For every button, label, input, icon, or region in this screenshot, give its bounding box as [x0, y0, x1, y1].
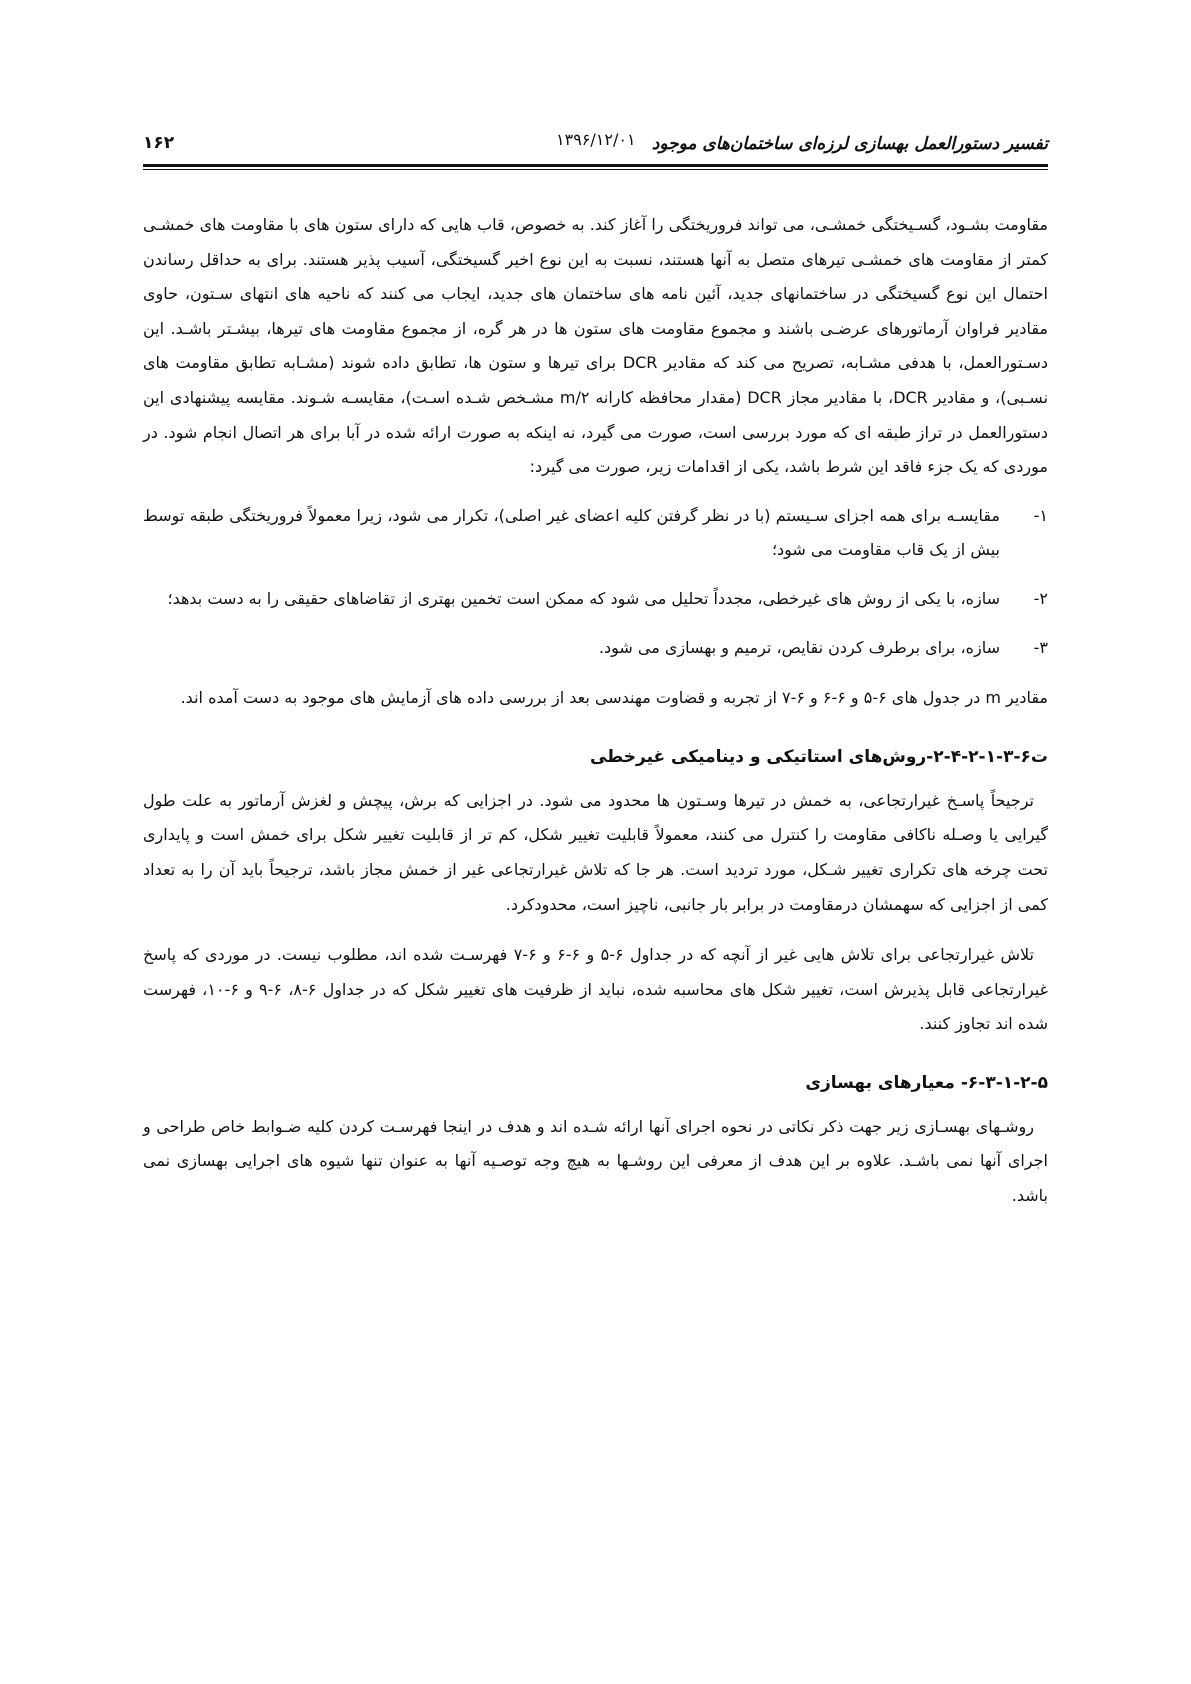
list-item-text: سازه، با یکی از روش های غیرخطی، مجدداً تحلیل می شود که ممکن است تخمین بهتری از تقاضاهای حقیقی را به دست بدهد؛: [167, 588, 1000, 608]
list-item-text: سازه، برای برطرف کردن نقایص، ترمیم و بهسازی می شود.: [598, 637, 1000, 657]
paragraph-3: ترجیحاً پاسـخ غیرارتجاعی، به خمش در تیرها وسـتون ها محدود می شود. در اجزایی که برش، پیچش و لغزش آرماتور به علت طول گیرایی یا وصـله ناکافی مقاومت را کنترل می کنند، معمولاً قابلیت تغییر شکل، کم تر از قابلیت تغییر شکل برای خمش است و پایداری تحت چرخه های تکراری تغییر شـکل، مورد تردید است. هر جا که تلاش غیرارتجاعی غیر از خمش مجاز باشد، ترجیحاً باید آن را به تعداد کمی از اجزایی که سهمشان درمقاومت در برابر بار جانبی، ناچیز است، محدودکرد.: [143, 790, 1048, 914]
list-item: [143, 499, 1048, 568]
list-item-text: مقایسـه برای همه اجزای سـیستم (با در نظر گرفتن کلیه اعضای غیر اصلی)، تکرار می شود، زیرا معمولاً فروریختگی طبقه توسط بیش از یک قاب مقاومت می شود؛: [143, 505, 1000, 560]
paragraph-5: روشـهای بهسـازی زیر جهت ذکر نکاتی در نحوه اجرای آنها ارائه شـده اند و هدف در اینجا فهرسـت کردن کلیه ضـوابط خاص طراحی و اجرای آنها نمی باشـد. علاوه بر این هدف از معرفی این روشـها به هیچ وجه توصـیه آنها به عنوان تنها شیوه های اجرایی بهسازی نمی باشد.: [143, 1116, 1048, 1206]
section-heading-criteria: ۶-۳-۱-۲-۵- معیارهای بهسازی: [805, 1072, 1048, 1093]
header-date: ۱۳۹۶/۱۲/۰۱: [556, 130, 636, 149]
header-rule-thick: [143, 164, 1048, 167]
header-title: تفسیر دستورالعمل بهسازی لرزه‌ای ساختمان‌های موجود: [651, 134, 1048, 154]
list-item: [143, 582, 1048, 617]
list-item-number: ۳-: [1033, 637, 1048, 657]
paragraph-1: مقاومت بشـود، گسـیختگی خمشـی، می تواند فروریختگی را آغاز کند. به خصوص، قاب هایی که دارای ستون های با مقاومت های خمشـی کمتر از مقاومت های خمشـی تیرهای متصل به آنها هستند، نسبت به این نوع اخیر گسیختگی، آسیب پذیر هستند. برای به حداقل رساندن احتمال این نوع گسیختگی در ساختمانهای جدید، آئین نامه های ساختمان های جدید، ایجاب می کنند که ناحیه های انتهای سـتون، حاوی مقادیر فراوان آرماتورهای عرضـی باشند و مجموع مقاومت های ستون ها در هر گره، از مجموع مقاومت های تیرها، بیشـتر باشـد. این دسـتورالعمل، با هدفی مشـابه، تصریح می کند که مقادیر DCR برای تیرها و ستون ها، تطابق داده شوند (مشـابه تطابق مقاومت های نسـبی)، و مقادیر DCR، با مقادیر مجاز DCR (مقدار محافظه کارانه m/۲ مشـخص شـده اسـت)، مقایسـه شـوند. مقایسه پیشنهادی این دستورالعمل در تراز طبقه ای که مورد بررسی است، صورت می گیرد، نه اینکه به صورت ارائه شده در آبا برای هر اتصال انجام شود. در موردی که یک جزء فاقد این شرط باشد، یکی از اقدامات زیر، صورت می گیرد:: [143, 215, 1049, 477]
page-number: ۱۶۲: [143, 133, 175, 153]
list-item-number: ۱-: [1033, 505, 1048, 525]
body-content: [143, 208, 1048, 1214]
list-item: [143, 631, 1048, 666]
paragraph-2: مقادیر m در جدول های ۶-۵ و ۶-۶ و ۶-۷ از تجربه و قضاوت مهندسی بعد از بررسی داده های آزمایش های موجود به دست آمده اند.: [180, 688, 1048, 708]
list-item-number: ۲-: [1033, 588, 1048, 608]
running-header: [143, 118, 1048, 164]
section-heading-nonlinear: ت۶-۳-۱-۲-۴-۲-روش‌های استاتیکی و دینامیکی غیرخطی: [589, 746, 1048, 767]
remedy-list: [143, 499, 1048, 665]
paragraph-4: تلاش غیرارتجاعی برای تلاش هایی غیر از آنچه که در جداول ۶-۵ و ۶-۶ و ۶-۷ فهرسـت شده اند، مطلوب نیست. در موردی که پاسخ غیرارتجاعی قابل پذیرش است، تغییر شکل های محاسبه شده، نباید از ظرفیت های تغییر شکل که در جداول ۶-۸، ۶-۹ و ۶-۱۰، فهرست شده اند تجاوز کنند.: [143, 945, 1049, 1034]
header-rule-thin: [143, 169, 1048, 170]
